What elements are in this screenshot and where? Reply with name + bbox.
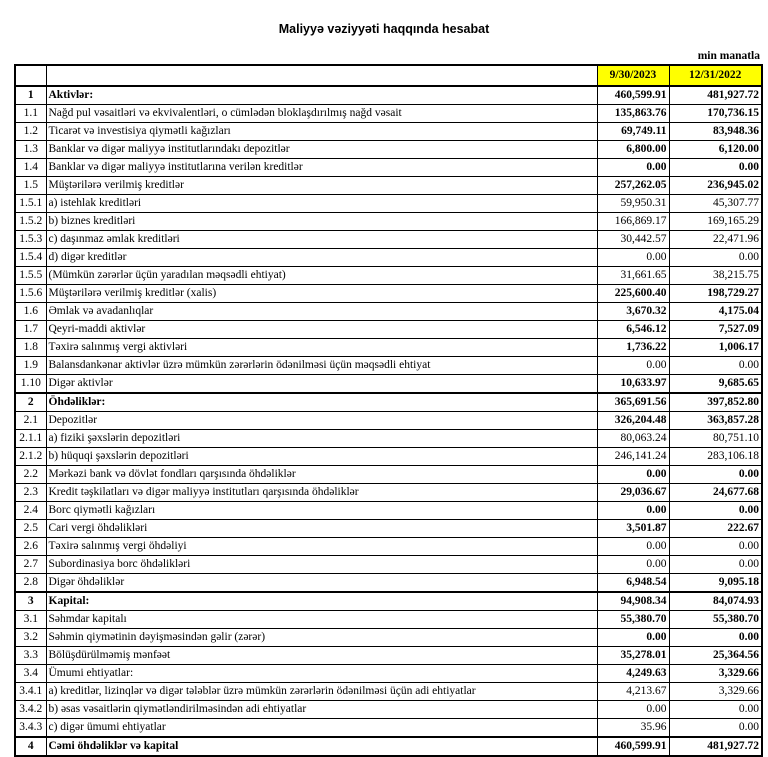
value-2022: 0.00 — [669, 159, 762, 177]
row-number: 3.1 — [15, 611, 46, 629]
value-2022: 236,945.02 — [669, 177, 762, 195]
row-label: b) əsas vəsaitlərin qiymətləndirilməsindən adi ehtiyatlar — [46, 701, 597, 719]
row-label: Cəmi öhdəliklər və kapital — [46, 737, 597, 756]
value-2023: 35.96 — [597, 719, 669, 738]
row-label: c) daşınmaz əmlak kreditləri — [46, 231, 597, 249]
row-label: Borc qiymətli kağızları — [46, 502, 597, 520]
row-number: 1.9 — [15, 357, 46, 375]
value-2023: 0.00 — [597, 556, 669, 574]
table-row — [15, 339, 762, 357]
value-2022: 481,927.72 — [669, 737, 762, 756]
value-2023: 6,800.00 — [597, 141, 669, 159]
value-2022: 170,736.15 — [669, 105, 762, 123]
row-label: a) istehlak kreditləri — [46, 195, 597, 213]
value-2022: 0.00 — [669, 556, 762, 574]
row-label: Kredit təşkilatları və digər maliyyə institutları qarşısında öhdəliklər — [46, 484, 597, 502]
row-label: Müştərilərə verilmiş kreditlər — [46, 177, 597, 195]
row-number: 1.6 — [15, 303, 46, 321]
table-row — [15, 213, 762, 231]
table-row — [15, 231, 762, 249]
row-number: 2.1 — [15, 412, 46, 430]
table-row — [15, 393, 762, 412]
value-2022: 0.00 — [669, 538, 762, 556]
row-label: a) fiziki şəxslərin depozitləri — [46, 430, 597, 448]
row-number: 1.5.4 — [15, 249, 46, 267]
value-2022: 38,215.75 — [669, 267, 762, 285]
table-row — [15, 701, 762, 719]
value-2023: 0.00 — [597, 701, 669, 719]
value-2023: 94,908.34 — [597, 592, 669, 611]
value-2023: 246,141.24 — [597, 448, 669, 466]
value-2022: 198,729.27 — [669, 285, 762, 303]
table-row — [15, 321, 762, 339]
value-2023: 460,599.91 — [597, 737, 669, 756]
value-2022: 283,106.18 — [669, 448, 762, 466]
table-row — [15, 412, 762, 430]
value-2023: 225,600.40 — [597, 285, 669, 303]
row-label: Mərkəzi bank və dövlət fondları qarşısında öhdəliklər — [46, 466, 597, 484]
row-label: Cari vergi öhdəlikləri — [46, 520, 597, 538]
value-2022: 7,527.09 — [669, 321, 762, 339]
row-number: 3.4 — [15, 665, 46, 683]
table-row — [15, 267, 762, 285]
value-2023: 69,749.11 — [597, 123, 669, 141]
value-2023: 6,546.12 — [597, 321, 669, 339]
value-2022: 0.00 — [669, 357, 762, 375]
value-2022: 45,307.77 — [669, 195, 762, 213]
row-number: 1.5.2 — [15, 213, 46, 231]
value-2023: 166,869.17 — [597, 213, 669, 231]
table-row — [15, 303, 762, 321]
row-number: 2.4 — [15, 502, 46, 520]
value-2022: 169,165.29 — [669, 213, 762, 231]
row-label: c) digər ümumi ehtiyatlar — [46, 719, 597, 738]
value-2022: 363,857.28 — [669, 412, 762, 430]
value-2023: 31,661.65 — [597, 267, 669, 285]
value-2022: 25,364.56 — [669, 647, 762, 665]
table-row — [15, 538, 762, 556]
row-number: 1.7 — [15, 321, 46, 339]
table-row — [15, 141, 762, 159]
row-number: 3 — [15, 592, 46, 611]
row-number: 1.8 — [15, 339, 46, 357]
value-2023: 135,863.76 — [597, 105, 669, 123]
row-label: Depozitlər — [46, 412, 597, 430]
table-row — [15, 123, 762, 141]
value-2023: 3,670.32 — [597, 303, 669, 321]
table-row — [15, 249, 762, 267]
value-2022: 4,175.04 — [669, 303, 762, 321]
row-label: Təxirə salınmış vergi aktivləri — [46, 339, 597, 357]
table-row — [15, 86, 762, 105]
table-row — [15, 195, 762, 213]
value-2022: 9,095.18 — [669, 574, 762, 593]
value-2023: 460,599.91 — [597, 86, 669, 105]
row-number: 2.5 — [15, 520, 46, 538]
row-label: Banklar və digər maliyyə institutlarına verilən kreditlər — [46, 159, 597, 177]
row-number: 2.1.1 — [15, 430, 46, 448]
value-2022: 0.00 — [669, 249, 762, 267]
row-number: 1.5.6 — [15, 285, 46, 303]
table-row — [15, 430, 762, 448]
table-row — [15, 105, 762, 123]
financial-position-table — [14, 64, 763, 757]
value-2023: 0.00 — [597, 538, 669, 556]
header-label-cell — [46, 65, 597, 86]
row-number: 3.4.1 — [15, 683, 46, 701]
value-2023: 3,501.87 — [597, 520, 669, 538]
value-2023: 4,249.63 — [597, 665, 669, 683]
row-label: Banklar və digər maliyyə institutlarındakı depozitlər — [46, 141, 597, 159]
value-2022: 22,471.96 — [669, 231, 762, 249]
value-2022: 481,927.72 — [669, 86, 762, 105]
value-2022: 80,751.10 — [669, 430, 762, 448]
row-label: Balansdankənar aktivlər üzrə mümkün zərərlərin ödənilməsi üçün məqsədli ehtiyat — [46, 357, 597, 375]
row-label: Qeyri-maddi aktivlər — [46, 321, 597, 339]
table-row — [15, 520, 762, 538]
value-2023: 0.00 — [597, 249, 669, 267]
value-2022: 83,948.36 — [669, 123, 762, 141]
value-2022: 6,120.00 — [669, 141, 762, 159]
row-number: 2.8 — [15, 574, 46, 593]
table-header-row — [15, 65, 762, 86]
row-label: d) digər kreditlər — [46, 249, 597, 267]
unit-note: min manatla — [697, 50, 760, 62]
row-number: 1 — [15, 86, 46, 105]
value-2023: 35,278.01 — [597, 647, 669, 665]
table-row — [15, 357, 762, 375]
row-label: Öhdəliklər: — [46, 393, 597, 412]
table-row — [15, 737, 762, 756]
row-label: b) biznes kreditləri — [46, 213, 597, 231]
table-row — [15, 177, 762, 195]
value-2023: 257,262.05 — [597, 177, 669, 195]
row-number: 2.3 — [15, 484, 46, 502]
value-2022: 0.00 — [669, 502, 762, 520]
row-label: Səhmin qiymətinin dəyişməsindən gəlir (zərər) — [46, 629, 597, 647]
header-row-number-cell — [15, 65, 46, 86]
row-number: 2.1.2 — [15, 448, 46, 466]
row-number: 2.7 — [15, 556, 46, 574]
value-2023: 0.00 — [597, 629, 669, 647]
row-number: 1.5.1 — [15, 195, 46, 213]
row-number: 1.2 — [15, 123, 46, 141]
row-number: 2 — [15, 393, 46, 412]
value-2023: 29,036.67 — [597, 484, 669, 502]
value-2023: 1,736.22 — [597, 339, 669, 357]
table-body — [15, 86, 762, 756]
table-row — [15, 574, 762, 593]
value-2022: 3,329.66 — [669, 683, 762, 701]
row-label: Subordinasiya borc öhdəlikləri — [46, 556, 597, 574]
row-number: 2.6 — [15, 538, 46, 556]
row-number: 1.5 — [15, 177, 46, 195]
value-2023: 30,442.57 — [597, 231, 669, 249]
row-number: 1.10 — [15, 375, 46, 394]
table-row — [15, 159, 762, 177]
value-2022: 397,852.80 — [669, 393, 762, 412]
value-2023: 55,380.70 — [597, 611, 669, 629]
table-row — [15, 665, 762, 683]
row-label: Aktivlər: — [46, 86, 597, 105]
value-2023: 6,948.54 — [597, 574, 669, 593]
value-2023: 59,950.31 — [597, 195, 669, 213]
value-2023: 0.00 — [597, 466, 669, 484]
row-label: Ümumi ehtiyatlar: — [46, 665, 597, 683]
value-2023: 0.00 — [597, 357, 669, 375]
value-2022: 55,380.70 — [669, 611, 762, 629]
row-number: 4 — [15, 737, 46, 756]
row-number: 2.2 — [15, 466, 46, 484]
value-2023: 4,213.67 — [597, 683, 669, 701]
row-label: Bölüşdürülməmiş mənfəət — [46, 647, 597, 665]
row-label: Nağd pul vəsaitləri və ekvivalentləri, o cümlədən bloklaşdırılmış nağd vəsait — [46, 105, 597, 123]
table-row — [15, 502, 762, 520]
row-number: 1.3 — [15, 141, 46, 159]
row-label: Digər aktivlər — [46, 375, 597, 394]
value-2023: 365,691.56 — [597, 393, 669, 412]
table-row — [15, 285, 762, 303]
row-label: Səhmdar kapitalı — [46, 611, 597, 629]
row-label: Müştərilərə verilmiş kreditlər (xalis) — [46, 285, 597, 303]
table-row — [15, 375, 762, 394]
value-2023: 0.00 — [597, 159, 669, 177]
row-label: a) kreditlər, lizinqlər və digər tələblər üzrə mümkün zərərlərin ödənilməsi üçün adi ehtiyatlar — [46, 683, 597, 701]
value-2022: 24,677.68 — [669, 484, 762, 502]
value-2022: 9,685.65 — [669, 375, 762, 394]
value-2022: 222.67 — [669, 520, 762, 538]
table-row — [15, 556, 762, 574]
table-row — [15, 466, 762, 484]
table-row — [15, 683, 762, 701]
row-number: 1.4 — [15, 159, 46, 177]
table-row — [15, 592, 762, 611]
value-2022: 1,006.17 — [669, 339, 762, 357]
row-label: Əmlak və avadanlıqlar — [46, 303, 597, 321]
table-row — [15, 629, 762, 647]
row-number: 1.5.3 — [15, 231, 46, 249]
table-row — [15, 484, 762, 502]
value-2022: 0.00 — [669, 466, 762, 484]
row-number: 3.3 — [15, 647, 46, 665]
value-2022: 0.00 — [669, 629, 762, 647]
row-number: 1.1 — [15, 105, 46, 123]
table-row — [15, 647, 762, 665]
value-2022: 84,074.93 — [669, 592, 762, 611]
row-number: 3.2 — [15, 629, 46, 647]
row-label: b) hüquqi şəxslərin depozitləri — [46, 448, 597, 466]
value-2022: 0.00 — [669, 701, 762, 719]
value-2023: 10,633.97 — [597, 375, 669, 394]
row-label: Ticarət və investisiya qiymətli kağızları — [46, 123, 597, 141]
value-2022: 3,329.66 — [669, 665, 762, 683]
value-2022: 0.00 — [669, 719, 762, 738]
header-period-2023: 9/30/2023 — [597, 65, 669, 86]
table-row — [15, 611, 762, 629]
row-label: Digər öhdəliklər — [46, 574, 597, 593]
row-label: Kapital: — [46, 592, 597, 611]
row-number: 1.5.5 — [15, 267, 46, 285]
row-label: Təxirə salınmış vergi öhdəliyi — [46, 538, 597, 556]
row-number: 3.4.3 — [15, 719, 46, 738]
value-2023: 0.00 — [597, 502, 669, 520]
page-title: Maliyyə vəziyyəti haqqında hesabat — [278, 22, 490, 36]
table-row — [15, 448, 762, 466]
value-2023: 80,063.24 — [597, 430, 669, 448]
row-label: (Mümkün zərərlər üçün yaradılan məqsədli ehtiyat) — [46, 267, 597, 285]
row-number: 3.4.2 — [15, 701, 46, 719]
header-period-2022: 12/31/2022 — [669, 65, 762, 86]
table-row — [15, 719, 762, 738]
value-2023: 326,204.48 — [597, 412, 669, 430]
